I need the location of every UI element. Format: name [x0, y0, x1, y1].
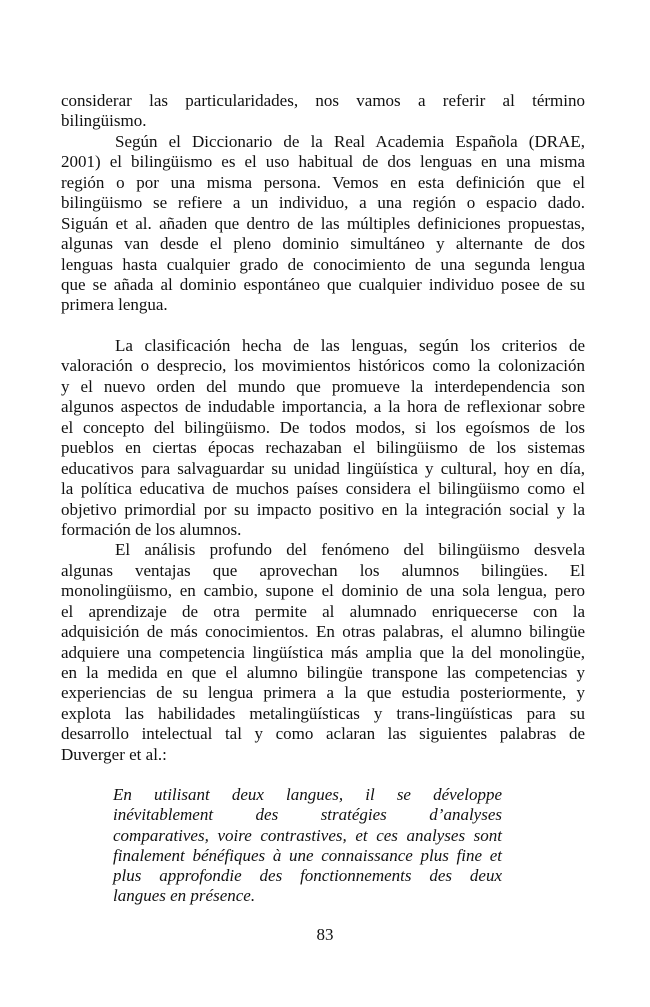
text-line: 2001) el bilingüismo es el uso habitual de dos lenguas en una misma: [61, 152, 585, 172]
text-line: monolingüismo, en cambio, supone el dominio de una sola lengua, pero: [61, 581, 585, 601]
page-number: 83: [316, 925, 334, 944]
quote-line: finalement bénéfiques à une connaissance plus fine et: [113, 845, 502, 865]
text-line: en la medida en que el alumno bilingüe transpone las competencias y: [61, 663, 585, 682]
text-line: el concepto del bilingüismo. De todos modos, si los egoísmos de los: [61, 417, 585, 437]
text-line: Siguán et al. añaden que dentro de las múltiples definiciones propuestas,: [61, 213, 585, 233]
quote-line: plus approfondie des fonctionnements des deux: [113, 866, 502, 886]
text-line: el aprendizaje de otra permite al alumnado enriquecerse con la: [61, 601, 585, 621]
text-line: algunos aspectos de indudable importancia, a la hora de reflexionar sobre: [61, 397, 585, 417]
body-text-top: [61, 91, 585, 316]
paragraph: [61, 540, 585, 765]
text-line: El análisis profundo del fenómeno del bilingüismo desvela: [115, 540, 585, 560]
text-line: región o por una misma persona. Vemos en esta definición que el: [61, 172, 585, 192]
quote-line: inévitablement des stratégies d’analyses: [113, 805, 502, 825]
text-line: la política educativa de muchos países considera el bilingüismo como el: [61, 479, 585, 499]
text-line: desarrollo intelectual tal y como aclaran las siguientes palabras de: [61, 724, 585, 744]
text-line: valoración o desprecio, los movimientos históricos como la colonización: [61, 356, 585, 376]
text-line: adquiere una competencia lingüística más amplia que la del monolingüe,: [61, 642, 585, 662]
text-line: Duverger et al.:: [61, 744, 167, 764]
quote-line: comparatives, voire contrastives, et ces analyses sont: [113, 825, 502, 845]
text-line: considerar las particularidades, nos vamos a referir al término: [61, 91, 585, 110]
text-line: primera lengua.: [61, 295, 168, 315]
text-line: pueblos en ciertas épocas rechazaban el bilingüismo de los sistemas: [61, 438, 585, 458]
text-line: formación de los alumnos.: [61, 519, 242, 539]
text-line: objetivo primordial por su impacto positivo en la integración social y la: [61, 499, 585, 519]
quote-line: En utilisant deux langues, il se développe: [113, 785, 502, 804]
text-line: bilingüismo se refiere a un individuo, a una región o espacio dado.: [61, 193, 585, 213]
text-line: adquisición de más conocimientos. En otras palabras, el alumno bilingüe: [61, 622, 585, 642]
body-text-bottom: [61, 336, 585, 765]
text-line: Según el Diccionario de la Real Academia Española (DRAE,: [115, 131, 585, 151]
text-line: explota las habilidades metalingüísticas y trans-lingüísticas para su: [61, 703, 585, 723]
text-line: experiencias de su lengua primera a la que estudia posteriormente, y: [61, 683, 585, 703]
block-quote: [113, 785, 502, 907]
text-line: algunas ventajas que aprovechan los alumnos bilingües. El: [61, 560, 585, 580]
paragraph: [61, 336, 585, 540]
text-line: algunas van desde el pleno dominio simultáneo y alternante de dos: [61, 234, 585, 254]
paragraph: [61, 91, 585, 132]
text-line: bilingüismo.: [61, 111, 147, 131]
paragraph: [61, 132, 585, 316]
text-line: que se añada al dominio espontáneo que cualquier individuo posee de su: [61, 274, 585, 294]
quote-line: langues en présence.: [113, 886, 256, 906]
text-line: lenguas hasta cualquier grado de conocimiento de una segunda lengua: [61, 254, 585, 274]
text-line: y el nuevo orden del mundo que promueve la interdependencia son: [61, 376, 585, 396]
text-line: La clasificación hecha de las lenguas, según los criterios de: [115, 336, 585, 355]
text-line: educativos para salvaguardar su unidad lingüística y cultural, hoy en día,: [61, 458, 585, 478]
